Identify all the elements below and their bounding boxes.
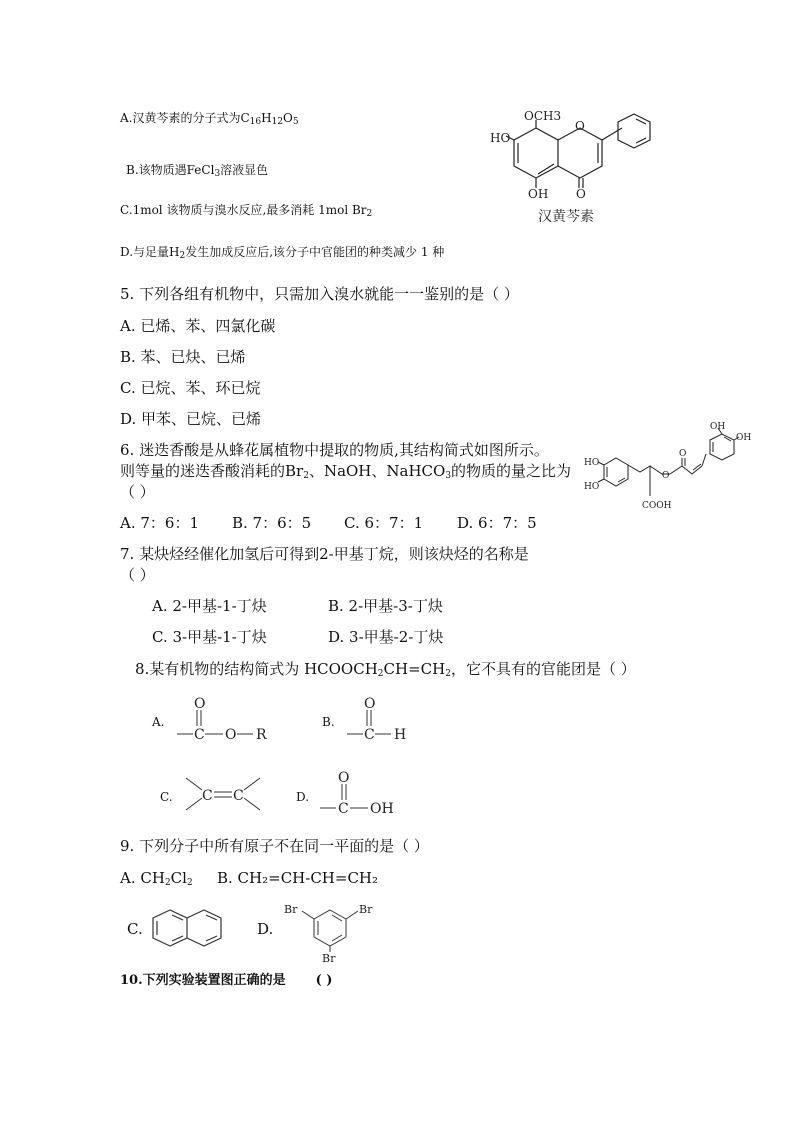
carbon: C xyxy=(364,727,375,743)
q5-stem: 5. 下列各组有机物中，只需加入溴水就能一一鉴别的是（ ） xyxy=(120,285,519,303)
wogonin-structure-figure xyxy=(488,110,678,230)
q9-label-c: C. xyxy=(127,920,143,938)
ester-group-figure xyxy=(175,696,275,742)
carbonyl-o: O xyxy=(338,770,350,786)
ether-o: O xyxy=(225,727,237,743)
q6-option-d: D. 6：7：5 xyxy=(457,514,537,532)
q9-option-a: A. $CH_2Cl_2$ xyxy=(120,869,193,888)
tribromobenzene-figure xyxy=(280,898,380,965)
q7-stem: 7. 某炔烃经催化加氢后可得到2-甲基丁烷，则该炔烃的名称是 xyxy=(120,545,529,563)
q6-stem-line1: 6. 迷迭香酸是从蜂花属植物中提取的物质,其结构简式如图所示。 xyxy=(120,441,549,459)
q7-answer-paren: （ ） xyxy=(120,566,155,584)
q6-option-c: C. 6：7：1 xyxy=(344,514,424,532)
q5-option-c: C. 已烷、苯、环已烷 xyxy=(120,379,261,397)
q4-option-d: D.与足量$H_2$发生加成反应后,该分子中官能团的种类减少 1 种 xyxy=(120,245,445,261)
ho-upper-label: HO xyxy=(584,458,600,468)
q5-option-a: A. 已烯、苯、四氯化碳 xyxy=(120,317,276,335)
q9-option-b: B. CH₂=CH-CH=CH₂ xyxy=(217,869,379,887)
cooh-label: COOH xyxy=(642,501,672,511)
q7-option-c: C. 3-甲基-1-丁炔 xyxy=(152,628,267,646)
q8-stem: 8.某有机物的结构简式为 $HCOOCH_2CH=CH_2$，它不具有的官能团是（ ） xyxy=(135,660,636,679)
r-group: R xyxy=(256,727,267,743)
hydrogen: H xyxy=(394,727,407,743)
br-bottom-label: Br xyxy=(322,952,336,965)
keto-o-label: O xyxy=(576,187,586,201)
q7-option-a: A. 2-甲基-1-丁炔 xyxy=(152,597,267,615)
rosmarinic-acid-structure-figure xyxy=(584,420,752,512)
br-right-label: Br xyxy=(359,903,373,916)
q8-label-a: A. xyxy=(152,715,165,729)
q4-option-a: A.汉黄芩素的分子式为$C_{16}H_{12}O_5$ xyxy=(120,111,299,127)
carbon-right: C xyxy=(233,788,244,804)
q7-option-d: D. 3-甲基-2-丁炔 xyxy=(328,628,444,646)
q4-option-c: C.1mol 该物质与溴水反应,最多消耗 1mol $Br_2$ xyxy=(120,203,373,219)
q5-option-d: D. 甲苯、已烷、已烯 xyxy=(120,410,262,428)
q8-label-c: C. xyxy=(160,790,173,804)
carbon: C xyxy=(194,727,205,743)
q5-option-b: B. 苯、已炔、已烯 xyxy=(120,348,246,366)
naphthalene-figure xyxy=(150,906,226,950)
och3-label: OCH3 xyxy=(524,109,562,123)
q6-stem-line2: 则等量的迷迭香酸消耗的$Br_2$、NaOH、NaHCO$_3$的物质的量之比为 xyxy=(120,462,572,481)
carbonyl-o: O xyxy=(194,696,206,712)
alkene-group-figure xyxy=(184,774,264,814)
oh-top-label: OH xyxy=(710,422,726,432)
ho-lower-label: HO xyxy=(584,482,600,492)
ester-o-label: O xyxy=(662,471,670,481)
carbon-left: C xyxy=(202,788,213,804)
q6-option-b: B. 7：6：5 xyxy=(232,514,312,532)
q7-option-b: B. 2-甲基-3-丁炔 xyxy=(328,597,443,615)
carbonyl-o: O xyxy=(364,696,376,712)
hydroxyl: OH xyxy=(370,801,394,817)
q4-option-b: B.该物质遇FeCl$_3$溶液显色 xyxy=(126,163,269,179)
oh-label: OH xyxy=(528,187,549,201)
q8-label-b: B. xyxy=(322,715,335,729)
q9-label-d: D. xyxy=(257,920,274,938)
carbon: C xyxy=(338,801,349,817)
aldehyde-group-figure xyxy=(345,696,415,742)
wogonin-caption: 汉黄芩素 xyxy=(538,209,594,225)
carbonyl-o-label: O xyxy=(679,449,687,459)
q9-stem: 9. 下列分子中所有原子不在同一平面的是（ ） xyxy=(120,837,429,855)
oh-right-label: OH xyxy=(736,433,752,443)
q10-stem: 10.下列实验装置图正确的是 ( ) xyxy=(120,973,333,988)
br-left-label: Br xyxy=(284,903,298,916)
carboxyl-group-figure xyxy=(318,770,408,816)
ho-label: HO xyxy=(490,131,511,145)
q6-answer-paren: （ ） xyxy=(120,483,155,501)
q8-label-d: D. xyxy=(296,790,310,804)
ring-o-label: O xyxy=(575,119,585,133)
q6-option-a: A. 7：6：1 xyxy=(120,514,199,532)
